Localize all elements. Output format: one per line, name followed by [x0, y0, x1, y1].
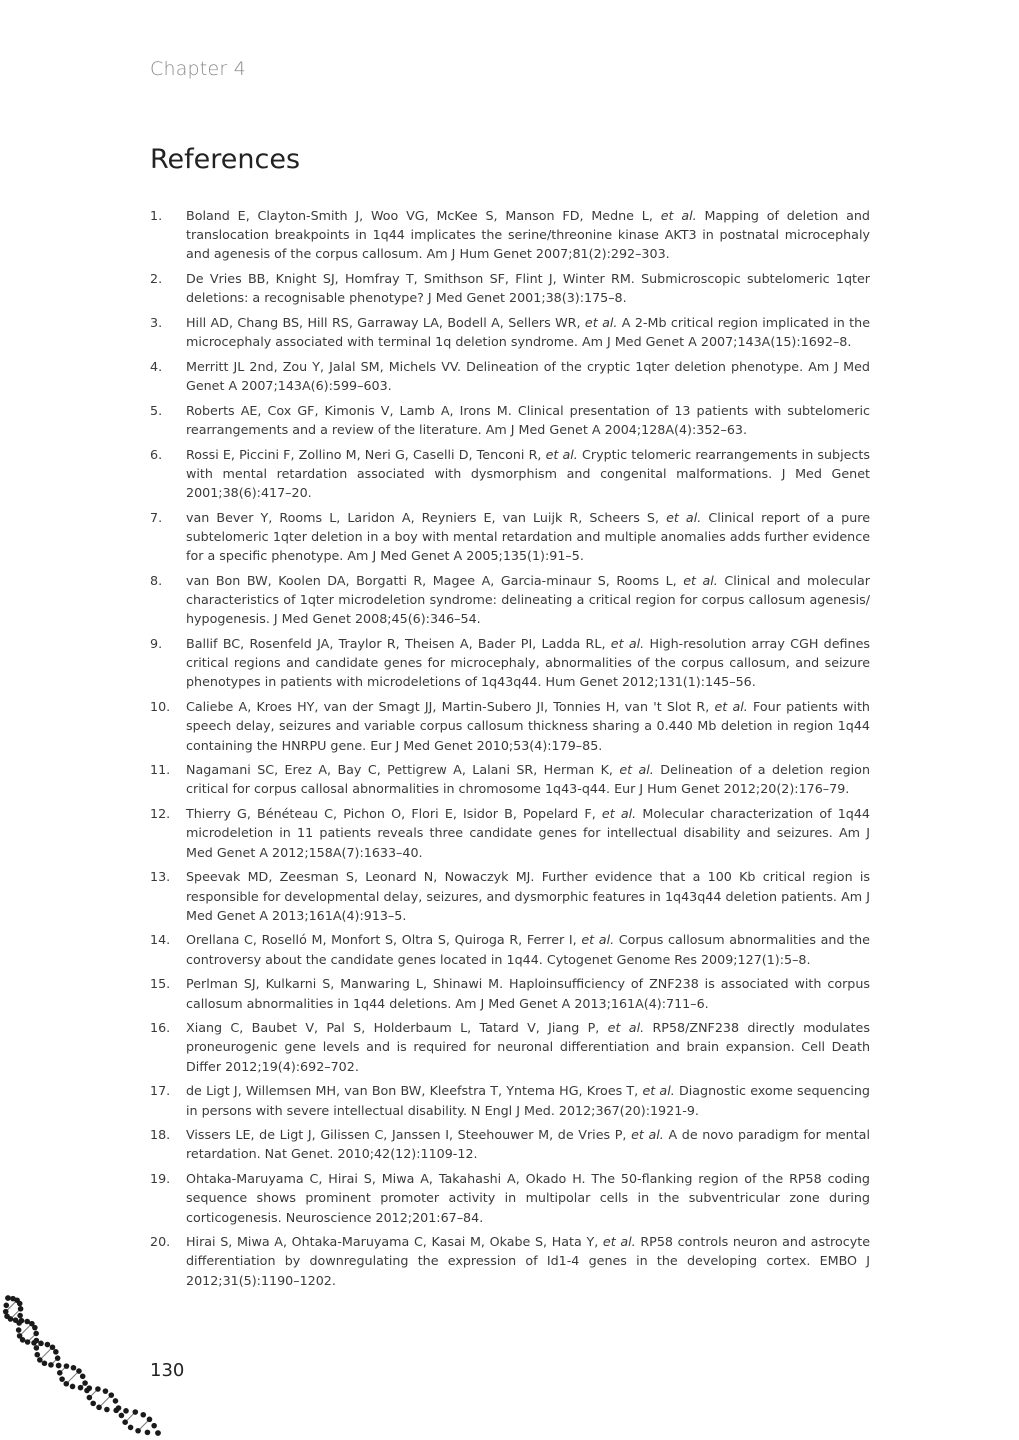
- reference-item: [150, 634, 870, 692]
- reference-authors-part: Roberts AE, Cox GF, Kimonis V, Lamb A, Irons M. Clinical presentation of 13 patients with subtelomeric rearrangements and a review of the literature. Am J Med Genet A 2004;128A(4):352–63.: [186, 402, 870, 438]
- dna-bead: [16, 1327, 22, 1333]
- dna-bead: [87, 1395, 93, 1401]
- reference-authors-part: Xiang C, Baubet V, Pal S, Holderbaum L, Tatard V, Jiang P,: [186, 1020, 608, 1036]
- reference-number: 16.: [150, 1020, 171, 1036]
- reference-text: [186, 1232, 870, 1290]
- dna-bead: [56, 1363, 62, 1369]
- reference-authors-part: van Bever Y, Rooms L, Laridon A, Reyniers E, van Luijk R, Scheers S,: [186, 509, 667, 525]
- reference-number: 5.: [150, 402, 163, 418]
- dna-bead: [37, 1357, 43, 1363]
- reference-authors-part: van Bon BW, Koolen DA, Borgatti R, Magee A, Garcia-minaur S, Rooms L,: [186, 572, 684, 588]
- dna-bead: [53, 1349, 59, 1355]
- reference-citation-part: Clinical and molecular characteristics of 1qter microdeletion syndrome: delineating a critical region for corpus callosum agenesis/ hypogenesis. J Med Genet 2008;45(6):346–54.: [186, 572, 870, 627]
- reference-text: [186, 445, 870, 503]
- reference-number: 18.: [150, 1127, 171, 1143]
- dna-bead: [34, 1345, 40, 1351]
- reference-text: [186, 508, 870, 566]
- reference-citation-part: High-resolution array CGH defines critical regions and candidate genes for microcephaly, abnormalities of the corpus callosum, and seizure phenotypes in patients with microdeletions of 1q43q44. Hum Genet 2012;131(1):145–56.: [186, 636, 870, 690]
- dna-bead: [55, 1355, 61, 1361]
- dna-bead: [8, 1316, 14, 1322]
- dna-bead: [70, 1384, 76, 1390]
- reference-etal: et al.: [601, 806, 637, 822]
- reference-etal: et al.: [607, 1020, 645, 1036]
- reference-item: [150, 974, 870, 1012]
- reference-text: [186, 760, 870, 798]
- reference-number: 1.: [150, 208, 163, 223]
- reference-item: [150, 206, 870, 264]
- dna-bead: [19, 1318, 25, 1324]
- reference-authors-part: Boland E, Clayton-Smith J, Woo VG, McKee S, Manson FD, Medne L,: [186, 208, 661, 223]
- reference-authors-part: Rossi E, Piccini F, Zollino M, Neri G, Caselli D, Tenconi R,: [186, 446, 546, 462]
- reference-citation-part: RP58 controls neuron and astrocyte differentiation by downregulating the expression of Id1-4 genes in the developing cortex. EMBO J 2012;31(5):1190–1202.: [186, 1234, 871, 1288]
- reference-etal: et al.: [610, 636, 645, 652]
- reference-authors-part: Ballif BC, Rosenfeld JA, Traylor R, Theisen A, Bader PI, Ladda RL,: [186, 636, 611, 652]
- dna-bead: [122, 1419, 128, 1425]
- reference-text: [186, 313, 870, 351]
- reference-citation-part: Mapping of deletion and translocation breakpoints in 1q44 implicates the serine/threonine kinase AKT3 in postnatal microcephaly and agenesis of the corpus callosum. Am J Hum Genet 2007;81(2):292–303.: [186, 208, 870, 262]
- section-title: References: [150, 144, 301, 175]
- reference-number: 7.: [150, 509, 163, 525]
- reference-etal: et al.: [619, 762, 654, 778]
- reference-list: [150, 206, 870, 1295]
- page-number: 130: [150, 1360, 185, 1381]
- reference-text: [186, 1169, 870, 1227]
- reference-number: 17.: [150, 1083, 171, 1099]
- reference-item: [150, 760, 870, 798]
- reference-authors-part: Thierry G, Bénéteau C, Pichon O, Flori E, Isidor B, Popelard F,: [186, 806, 602, 822]
- reference-item: [150, 1169, 870, 1227]
- reference-number: 14.: [150, 932, 171, 948]
- reference-text: [186, 930, 870, 968]
- reference-authors-part: Speevak MD, Zeesman S, Leonard N, Nowaczyk MJ. Further evidence that a 100 Kb critical region is responsible for developmental delay, seizures, and dysmorphic features in 1q43q44 deletion patients. Am J Med Genet A 2013;161A(4):913–5.: [186, 869, 870, 923]
- reference-item: [150, 269, 870, 307]
- reference-item: [150, 1081, 870, 1119]
- dna-bead: [18, 1306, 24, 1312]
- reference-etal: et al.: [631, 1127, 664, 1143]
- dna-bead: [34, 1352, 40, 1358]
- reference-number: 19.: [150, 1171, 171, 1187]
- dna-bead: [57, 1370, 63, 1376]
- dna-bead: [17, 1301, 23, 1307]
- reference-text: [186, 357, 870, 395]
- reference-item: [150, 1232, 870, 1290]
- reference-item: [150, 804, 870, 862]
- dna-bead: [17, 1313, 23, 1319]
- dna-bead: [42, 1360, 48, 1366]
- dna-bead: [59, 1376, 65, 1382]
- reference-etal: et al.: [545, 446, 578, 462]
- reference-authors-part: Vissers LE, de Ligt J, Gilissen C, Janssen I, Steehouwer M, de Vries P,: [186, 1127, 632, 1143]
- dna-bead: [147, 1417, 153, 1423]
- reference-citation-part: RP58/ZNF238 directly modulates proneurogenic gene levels and is required for neuronal differentiation and brain expansion. Cell Death Differ 2012;19(4):692–702.: [186, 1020, 870, 1074]
- dna-bead: [90, 1401, 96, 1407]
- reference-authors-part: Ohtaka-Maruyama C, Hirai S, Miwa A, Takahashi A, Okado H. The 50-flanking region of the RP58 coding sequence shows prominent promoter activity in multipolar cells in the subventricular zone during corticogenesis. Neuroscience 2012;201:67–84.: [186, 1171, 870, 1225]
- reference-citation-part: Four patients with speech delay, seizures and variable corpus callosum thickness sharing a 0.440 Mb deletion in region 1q44 containing the HNRPU gene. Eur J Med Genet 2010;53(4):179–85.: [186, 699, 870, 753]
- reference-authors-part: de Ligt J, Willemsen MH, van Bon BW, Kleefstra T, Yntema HG, Kroes T,: [186, 1083, 643, 1099]
- reference-text: [186, 571, 870, 629]
- reference-etal: et al.: [714, 699, 748, 715]
- reference-etal: et al.: [602, 1234, 636, 1250]
- reference-item: [150, 1125, 870, 1163]
- reference-item: [150, 697, 870, 755]
- reference-item: [150, 357, 870, 395]
- dna-bead: [119, 1413, 125, 1419]
- reference-etal: et al.: [584, 315, 618, 331]
- reference-number: 9.: [150, 636, 163, 652]
- reference-citation-part: Diagnostic exome sequencing in persons with severe intellectual disability. N Engl J Med. 2012;367(20):1921-9.: [186, 1083, 870, 1118]
- dna-bead: [20, 1337, 26, 1343]
- dna-bead: [113, 1398, 119, 1404]
- dna-bead: [128, 1425, 134, 1431]
- reference-number: 2.: [150, 271, 163, 287]
- dna-bead: [145, 1430, 151, 1436]
- reference-citation-part: Molecular characterization of 1q44 microdeletion in 11 patients reveals three candidate genes for intellectual disability and seizures. Am J Med Genet A 2012;158A(7):1633–40.: [186, 806, 870, 860]
- dna-bead: [155, 1430, 161, 1436]
- reference-text: [186, 1018, 870, 1076]
- reference-number: 8.: [150, 572, 163, 588]
- dna-bead: [96, 1405, 102, 1411]
- reference-etal: et al.: [581, 932, 615, 948]
- dna-bead: [48, 1362, 54, 1368]
- reference-citation-part: Corpus callosum abnormalities and the controversy about the candidate genes located in 1q44. Cytogenet Genome Res 2009;127(1):5–8.: [186, 932, 870, 967]
- reference-text: [186, 206, 870, 264]
- dna-bead: [113, 1408, 119, 1414]
- reference-text: [186, 804, 870, 862]
- reference-item: [150, 401, 870, 439]
- dna-bead: [78, 1385, 84, 1391]
- dna-bead: [151, 1423, 157, 1429]
- reference-number: 12.: [150, 806, 171, 822]
- dna-bead: [38, 1341, 44, 1347]
- reference-text: [186, 401, 870, 439]
- reference-number: 13.: [150, 869, 171, 885]
- reference-etal: et al.: [642, 1083, 675, 1099]
- reference-etal: et al.: [683, 572, 718, 588]
- dna-bead: [3, 1303, 9, 1309]
- reference-number: 20.: [150, 1234, 171, 1250]
- dna-bead: [45, 1342, 51, 1348]
- dna-bead: [80, 1374, 86, 1380]
- reference-item: [150, 571, 870, 629]
- dna-bead: [123, 1408, 129, 1414]
- dna-bead: [63, 1381, 69, 1387]
- reference-etal: et al.: [660, 208, 697, 223]
- dna-bead: [84, 1388, 90, 1394]
- reference-number: 3.: [150, 315, 163, 331]
- reference-item: [150, 930, 870, 968]
- dna-bead: [5, 1295, 11, 1301]
- reference-item: [150, 867, 870, 925]
- reference-item: [150, 1018, 870, 1076]
- reference-text: [186, 1081, 870, 1119]
- running-header: Chapter 4: [150, 58, 246, 80]
- reference-number: 10.: [150, 699, 171, 715]
- reference-item: [150, 313, 870, 351]
- reference-text: [186, 1125, 870, 1163]
- reference-citation-part: Cryptic telomeric rearrangements in subjects with mental retardation associated with dysmorphism and congenital malformations. J Med Genet 2001;38(6):417–20.: [186, 446, 870, 501]
- reference-text: [186, 634, 870, 692]
- dna-bead: [32, 1325, 38, 1331]
- reference-number: 4.: [150, 358, 163, 374]
- dna-bead: [135, 1428, 141, 1434]
- dna-bead: [140, 1412, 146, 1418]
- reference-item: [150, 445, 870, 503]
- dna-bead: [64, 1363, 70, 1369]
- reference-authors-part: Hill AD, Chang BS, Hill RS, Garraway LA, Bodell A, Sellers WR,: [186, 315, 585, 331]
- reference-authors-part: Merritt JL 2nd, Zou Y, Jalal SM, Michels VV. Delineation of the cryptic 1qter deletion phenotype. Am J Med Genet A 2007;143A(6):599–603.: [186, 358, 870, 394]
- reference-authors-part: De Vries BB, Knight SJ, Homfray T, Smithson SF, Flint J, Winter RM. Submicroscopic subtelomeric 1qter deletions: a recognisable phenotype? J Med Genet 2001;38(3):175–8.: [186, 271, 870, 306]
- reference-etal: et al.: [666, 509, 702, 525]
- dna-bead: [50, 1344, 56, 1350]
- reference-number: 11.: [150, 762, 171, 778]
- reference-citation-part: Delineation of a deletion region critical for corpus callosal abnormalities in chromosome 1q43-q44. Eur J Hum Genet 2012;20(2):176–79.: [186, 762, 870, 797]
- reference-citation-part: A de novo paradigm for mental retardation. Nat Genet. 2010;42(12):1109-12.: [186, 1127, 870, 1162]
- reference-authors-part: Caliebe A, Kroes HY, van der Smagt JJ, Martin-Subero JI, Tonnies H, van 't Slot R,: [186, 699, 715, 715]
- dna-helix-icon: [0, 1290, 170, 1440]
- reference-item: [150, 508, 870, 566]
- dna-bead: [76, 1368, 82, 1374]
- reference-citation-part: A 2-Mb critical region implicated in the microcephaly associated with terminal 1q deletion syndrome. Am J Med Genet A 2007;143A(15):1692–8.: [186, 315, 870, 350]
- reference-authors-part: Hirai S, Miwa A, Ohtaka-Maruyama C, Kasai M, Okabe S, Hata Y,: [186, 1234, 603, 1250]
- reference-text: [186, 974, 870, 1012]
- reference-text: [186, 269, 870, 307]
- dna-bead: [82, 1380, 88, 1386]
- reference-number: 6.: [150, 446, 163, 462]
- dna-bead: [33, 1331, 39, 1337]
- dna-bead: [71, 1365, 77, 1371]
- reference-authors-part: Perlman SJ, Kulkarni S, Manwaring L, Shinawi M. Haploinsufficiency of ZNF238 is associated with corpus callosum abnormalities in 1q44 deletions. Am J Med Genet A 2013;161A(4):711–6.: [186, 976, 870, 1011]
- reference-text: [186, 867, 870, 925]
- reference-number: 15.: [150, 976, 171, 992]
- dna-bead: [104, 1407, 110, 1413]
- dna-bead: [95, 1386, 101, 1392]
- dna-bead: [103, 1388, 109, 1394]
- reference-citation-part: Clinical report of a pure subtelomeric 1qter deletion in a boy with mental retardation and multiple anomalies adds further evidence for a specific phenotype. Am J Med Genet A 2005;135(1):91–5.: [186, 509, 871, 564]
- reference-authors-part: Nagamani SC, Erez A, Bay C, Pettigrew A, Lalani SR, Herman K,: [186, 762, 620, 778]
- dna-bead: [108, 1392, 114, 1398]
- reference-text: [186, 697, 870, 755]
- dna-bead: [133, 1409, 139, 1415]
- dna-bead: [25, 1339, 31, 1345]
- reference-authors-part: Orellana C, Roselló M, Monfort S, Oltra S, Quiroga R, Ferrer I,: [186, 932, 582, 948]
